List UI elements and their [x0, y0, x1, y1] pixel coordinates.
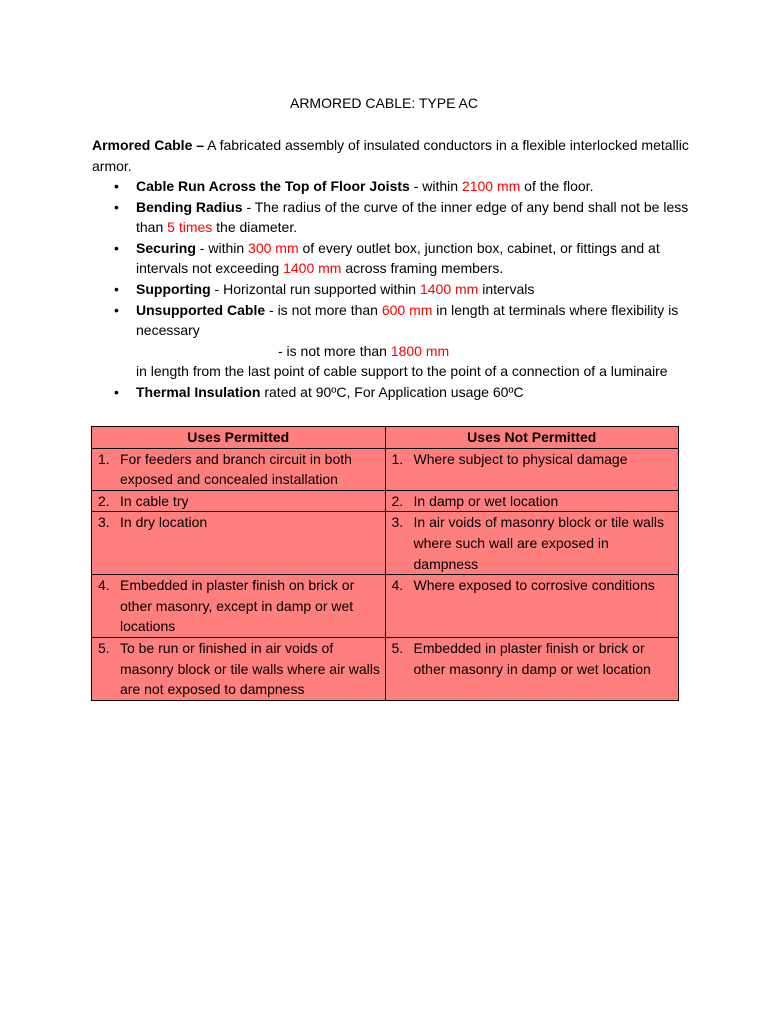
item-text: - The radius of the curve of the inner edge of any bend shall not be less than: [136, 198, 689, 236]
item-term: Supporting: [136, 280, 211, 297]
cell-text: Embedded in plaster finish on brick or other masonry, except in damp or wet locations: [120, 577, 355, 635]
cell-text: Embedded in plaster finish or brick or other masonry in damp or wet location: [413, 639, 651, 677]
item-text: - is not more than: [265, 301, 382, 318]
cell-permitted: [92, 490, 386, 512]
cell-text: For feeders and branch circuit in both exposed and concealed installation: [120, 450, 352, 488]
table-row: [92, 575, 679, 638]
bullet-icon: •: [114, 198, 119, 215]
list-item: [92, 279, 692, 300]
item-value: 5 times: [167, 219, 213, 236]
table-row: [92, 637, 679, 700]
cell-not-permitted: [385, 448, 679, 490]
bullet-icon: •: [114, 280, 119, 297]
table-row: [92, 490, 679, 512]
cell-text: In air voids of masonry block or tile walls where such wall are exposed in dampness: [413, 514, 665, 572]
bullet-icon: •: [114, 301, 119, 318]
item-text: in length at terminals where flexibility is necessary: [136, 301, 679, 339]
cell-text: Where exposed to corrosive conditions: [413, 577, 655, 594]
table-row: [92, 512, 679, 575]
item-text: rated at 90ºC, For Application usage 60ºC: [260, 383, 524, 400]
cell-not-permitted: [385, 575, 679, 638]
cell-not-permitted: [385, 512, 679, 575]
item-value: 1800 mm: [390, 342, 450, 359]
uses-table: [91, 426, 679, 701]
item-value: 600 mm: [381, 301, 433, 318]
item-number: 1.: [98, 450, 110, 467]
item-number: 5.: [391, 639, 404, 656]
cell-text: In cable try: [120, 492, 189, 509]
cell-text: To be run or finished in air voids of masonry block or tile walls where air walls are not exposed to dampness: [120, 639, 380, 698]
item-number: 4.: [391, 577, 404, 594]
item-text: in length from the last point of cable support to the point of a connection of a luminaire: [136, 363, 668, 380]
bullet-icon: •: [114, 383, 119, 400]
item-term: Cable Run Across the Top of Floor Joists: [136, 178, 410, 194]
spec-list: [92, 176, 692, 403]
item-text: across framing members.: [341, 260, 504, 277]
bullet-icon: •: [114, 178, 119, 194]
item-number: 4.: [98, 577, 110, 594]
item-number: 1.: [391, 450, 404, 467]
item-term: Securing: [136, 239, 196, 256]
item-text: of the floor.: [520, 178, 594, 194]
cell-permitted: [92, 512, 386, 575]
item-text: - within: [409, 178, 462, 194]
cell-permitted: [92, 637, 386, 700]
table-row: [92, 448, 679, 490]
item-term: Thermal Insulation: [136, 383, 261, 400]
list-item: [92, 197, 692, 238]
list-item: [92, 238, 692, 279]
intro-term: Armored Cable –: [92, 137, 205, 153]
item-number: 2.: [391, 492, 404, 509]
cell-text: Where subject to physical damage: [413, 450, 628, 467]
item-text: - is not more than: [278, 342, 391, 359]
item-text: the diameter.: [212, 219, 298, 236]
item-number: 2.: [98, 492, 110, 509]
intro-definition: A fabricated assembly of insulated conductors in a flexible interlocked metallic armor.: [92, 137, 689, 174]
list-item: [92, 300, 692, 382]
item-value: 1400 mm: [419, 280, 479, 297]
item-number: 3.: [391, 514, 404, 531]
item-number: 3.: [98, 514, 110, 531]
item-text: - within: [195, 239, 249, 256]
cell-permitted: [92, 448, 386, 490]
cell-text: In damp or wet location: [413, 492, 559, 509]
item-text: of every outlet box, junction box, cabinet, or fittings and at intervals not exceeding: [136, 239, 660, 277]
cell-not-permitted: [385, 490, 679, 512]
page-title: ARMORED CABLE: TYPE AC: [289, 95, 478, 111]
cell-text: In dry location: [120, 514, 208, 531]
header-uses-not-permitted: Uses Not Permitted: [385, 427, 679, 449]
list-item: [92, 382, 692, 403]
item-value: 1400 mm: [283, 260, 342, 277]
item-value: 2100 mm: [461, 178, 521, 194]
item-term: Unsupported Cable: [136, 301, 266, 318]
cell-permitted: [92, 575, 386, 638]
item-text: - Horizontal run supported within: [210, 280, 420, 297]
item-text: intervals: [478, 280, 535, 297]
table-header-row: [92, 427, 679, 449]
item-number: 5.: [98, 639, 110, 656]
cell-not-permitted: [385, 637, 679, 700]
item-continuation: [136, 341, 692, 362]
item-term: Bending Radius: [136, 198, 243, 215]
list-item: [92, 176, 692, 197]
item-value: 300 mm: [248, 239, 299, 256]
header-uses-permitted: Uses Permitted: [92, 427, 386, 449]
bullet-icon: •: [114, 239, 119, 256]
intro-paragraph: [92, 135, 692, 176]
